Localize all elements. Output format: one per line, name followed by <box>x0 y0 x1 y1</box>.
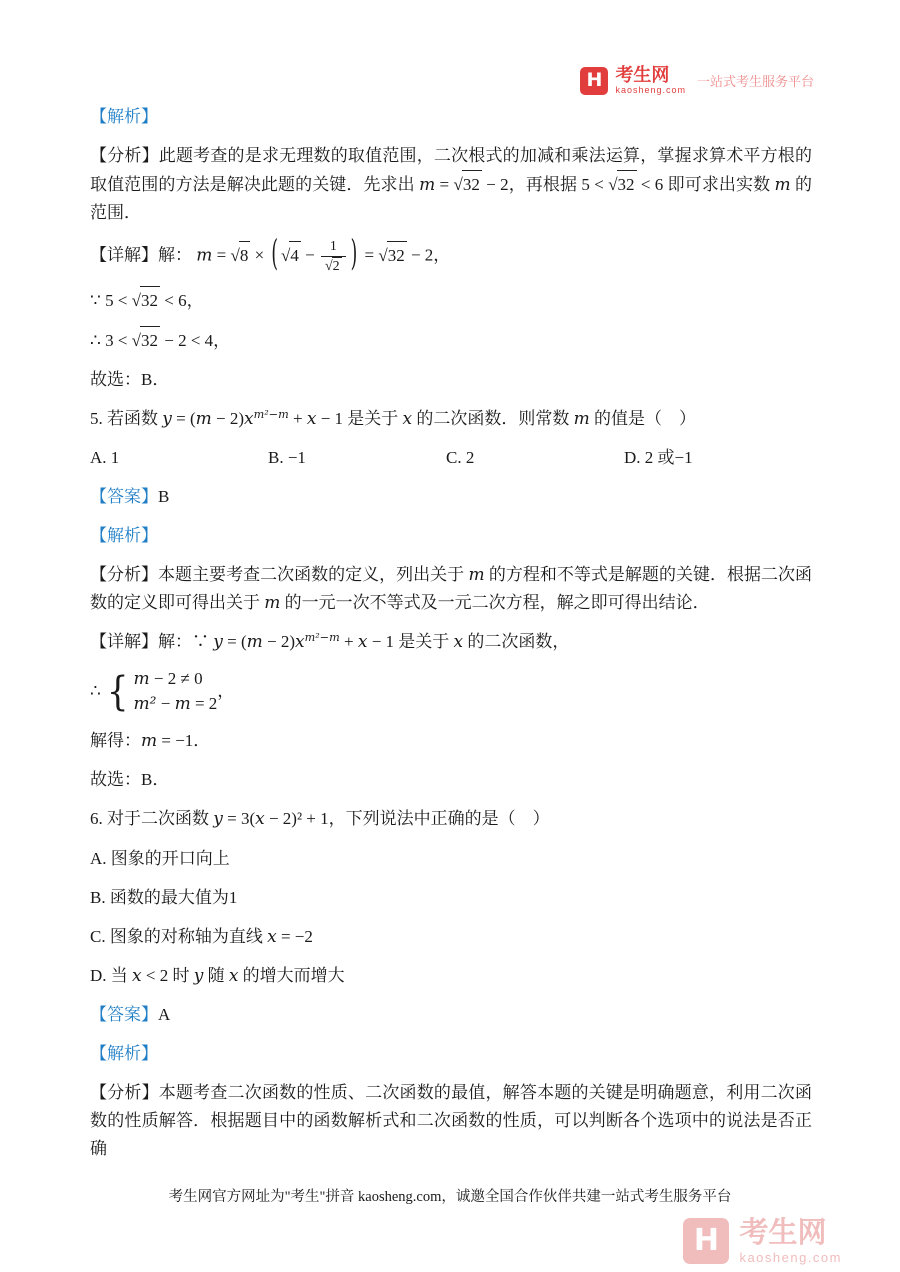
conclusion-q4: 故选：B． <box>90 370 170 390</box>
watermark-domain: kaosheng.com <box>739 1249 842 1265</box>
answer-label-q6: 【答案】A <box>90 1004 171 1024</box>
analysis-paragraph-q6: 【分析】本题考查二次函数的性质、二次函数的最值，解答本题的关键是明确题意，利用二次函数的性质解答．根据题目中的函数解析式和二次函数的性质，可以判断各个选项中的说法是否正确 <box>90 1082 812 1158</box>
analysis-label-q6: 【解析】 <box>90 1043 158 1063</box>
watermark-logo <box>683 1218 842 1264</box>
question-5-options <box>90 444 812 472</box>
option-item: A. 1 <box>90 448 120 468</box>
answer-label-q5: 【答案】B <box>90 487 170 507</box>
cases-line-q5: ∴ { m − 2 ≠ 0 m² − m = 2 ， <box>90 668 235 715</box>
because-line-q4: ∵ 5 < √32 < 6， <box>90 286 812 315</box>
footer-text: 考生网官方网址为"考生"拼音 kaosheng.com，诚邀全国合作伙伴共建一站式考生服务平台 <box>168 1189 732 1205</box>
analysis-paragraph-q5: 【分析】本题主要考查二次函数的定义，列出关于 m 的方程和不等式是解题的关键．根据二次函数的定义即可得出关于 m 的一元一次不等式及一元二次方程，解之即可得出结论． <box>90 565 813 614</box>
detail-line-q4: 【详解】解： m = √8 × ( √4 − $\frac{1}{√2}$ ) = √32 − 2， <box>90 232 451 275</box>
option-item: B. −1 <box>268 448 306 468</box>
question-6-option-a: A. 图象的开口向上 <box>90 848 230 868</box>
analysis-paragraph-q4: 【分析】此题考查的是求无理数的取值范围，二次根式的加减和乘法运算，掌握求算术平方根的取值范围的方法是解决此题的关键．先求出 m = √32 − 2，再根据 5 < √32 < 6 即可求出实数 m 的范围． <box>90 146 813 223</box>
question-6-option-c: C. 图象的对称轴为直线 x = −2 <box>90 926 313 947</box>
option-item: D. 2 或−1 <box>624 448 693 468</box>
therefore-line-q4: ∴ 3 < √32 − 2 < 4， <box>90 326 812 355</box>
watermark-name: 考生网 <box>739 1216 827 1249</box>
question-6-option-d: D. 当 x < 2 时 y 随 x 的增大而增大 <box>90 965 345 986</box>
logo-domain: kaosheng.com <box>615 85 686 95</box>
detail-line-q5: 【详解】解：∵ $y = (m - 2)x^{m^2-m} + x - 1$ 是关于 x 的二次函数， <box>90 630 570 653</box>
conclusion-q5: 故选：B． <box>90 770 170 790</box>
watermark-logo-icon: H <box>683 1218 729 1264</box>
logo-name: 考生网 <box>615 65 670 85</box>
kaosheng-logo-icon: H <box>580 67 608 95</box>
question-5: 5. 若函数 $y = (m - 2)x^{m^2-m} + x - 1$ 是关于 x 的二次函数．则常数 m 的值是（ ） <box>90 407 697 430</box>
analysis-label-q5: 【解析】 <box>90 526 158 546</box>
question-6: 6. 对于二次函数 y = 3(x − 2)² + 1，下列说法中正确的是（ ） <box>90 809 550 830</box>
analysis-label-q4: 【解析】 <box>90 107 158 126</box>
logo-tagline: 一站式考生服务平台 <box>696 74 814 89</box>
site-logo <box>580 66 814 95</box>
question-6-option-b: B. 函数的最大值为1 <box>90 887 238 907</box>
document-body <box>90 103 812 1174</box>
solve-line-q5: 解得：m = −1． <box>90 731 211 752</box>
watermark-text-block <box>739 1216 842 1265</box>
option-item: C. 2 <box>446 448 475 468</box>
logo-text-block <box>615 66 686 95</box>
